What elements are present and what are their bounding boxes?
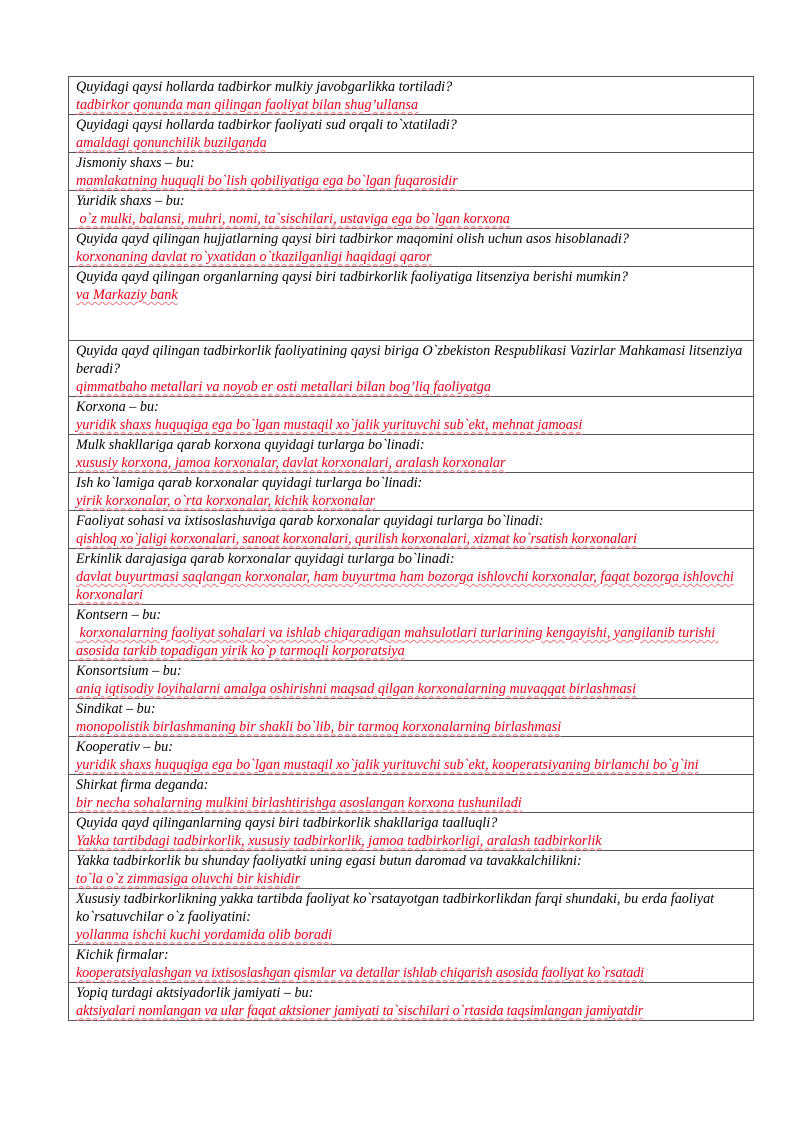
table-cell [69, 341, 754, 397]
question-text: Shirkat firma deganda: [76, 777, 209, 793]
table-row [69, 511, 754, 549]
answer-text: yuridik shaxs huquqiga ega bo`lgan mustaqil xo`jalik yurituvchi sub`ekt, kooperatsiyaning birlamchi bo`g`ini [76, 757, 699, 773]
question-text: Kichik firmalar: [76, 947, 169, 963]
question-text: Quyida qayd qilinganlarning qaysi biri tadbirkorlik shakllariga taalluqli? [76, 815, 498, 831]
table-cell [69, 191, 754, 229]
question-text: Mulk shakllariga qarab korxona quyidagi turlarga bo`linadi: [76, 437, 425, 453]
table-row [69, 945, 754, 983]
question-text: Yuridik shaxs – bu: [76, 193, 185, 209]
table-row [69, 153, 754, 191]
table-cell [69, 813, 754, 851]
table-cell [69, 153, 754, 191]
question-text: Jismoniy shaxs – bu: [76, 155, 195, 171]
table-cell [69, 983, 754, 1021]
table-row [69, 115, 754, 153]
question-text: Quyida qayd qilingan organlarning qaysi biri tadbirkorlik faoliyatiga litsenziya berishi mumkin? [76, 269, 628, 285]
empty-space [76, 304, 746, 340]
table-row [69, 267, 754, 341]
table-row [69, 77, 754, 115]
answer-text: korxonaning davlat ro`yxatidan o`tkazilganligi haqidagi qaror [76, 249, 432, 265]
answer-text: Yakka tartibdagi tadbirkorlik, xususiy tadbirkorlik, jamoa tadbirkorligi, aralash tadbirkorlik [76, 833, 602, 849]
table-cell [69, 473, 754, 511]
question-text: Sindikat – bu: [76, 701, 156, 717]
answer-text: tadbirkor qonunda man qilingan faoliyat bilan shug’ullansa [76, 97, 419, 113]
question-text: Erkinlik darajasiga qarab korxonalar quyidagi turlarga bo`linadi: [76, 551, 455, 567]
table-cell [69, 889, 754, 945]
question-text: Xususiy tadbirkorlikning yakka tartibda faoliyat ko`rsatayotgan tadbirkorlikdan farqi shundaki, bu erda faoliyat ko`rsatuvchilar o`z faoliyatini: [76, 891, 715, 925]
table-cell [69, 851, 754, 889]
answer-text: xususiy korxona, jamoa korxonalar, davlat korxonalari, aralash korxonalar [76, 455, 506, 471]
table-row [69, 549, 754, 605]
answer-text: o`z mulki, balansi, muhri, nomi, ta`sischilari, ustaviga ega bo`lgan korxona [76, 211, 510, 227]
question-text: Quyida qayd qilingan tadbirkorlik faoliyatining qaysi biriga O`zbekiston Respublikasi Vazirlar Mahkamasi litsenziya beradi? [76, 343, 743, 377]
table-cell [69, 605, 754, 661]
table-row [69, 851, 754, 889]
table-row [69, 397, 754, 435]
table-row [69, 341, 754, 397]
table-cell [69, 435, 754, 473]
table-cell [69, 77, 754, 115]
table-row [69, 473, 754, 511]
question-text: Quyida qayd qilingan hujjatlarning qaysi biri tadbirkor maqomini olish uchun asos hisoblanadi? [76, 231, 629, 247]
table-cell [69, 661, 754, 699]
answer-text: yuridik shaxs huquqiga ega bo`lgan mustaqil xo`jalik yurituvchi sub`ekt, mehnat jamoasi [76, 417, 583, 433]
table-cell [69, 775, 754, 813]
answer-text: to`la o`z zimmasiga oluvchi bir kishidir [76, 871, 301, 887]
answer-text: mamlakatning huquqli bo`lish qobiliyatiga ega bo`lgan fuqarosidir [76, 173, 458, 189]
table-cell [69, 549, 754, 605]
answer-text: yollanma ishchi kuchi yordamida olib boradi [76, 927, 333, 943]
table-row [69, 775, 754, 813]
question-text: Ish ko`lamiga qarab korxonalar quyidagi turlarga bo`linadi: [76, 475, 423, 491]
answer-text: amaldagi qonunchilik buzilganda [76, 135, 267, 151]
answer-text: qishloq xo`jaligi korxonalari, sanoat korxonalari, qurilish korxonalari, xizmat ko`rsatish korxonalari [76, 531, 637, 547]
table-row [69, 699, 754, 737]
table-row [69, 889, 754, 945]
table-cell [69, 737, 754, 775]
question-text: Yopiq turdagi aktsiyadorlik jamiyati – bu: [76, 985, 314, 1001]
answer-text: kooperatsiyalashgan va ixtisoslashgan qismlar va detallar ishlab chiqarish asosida faoliyat ko`rsatadi [76, 965, 644, 981]
answer-text: aniq iqtisodiy loyihalarni amalga oshirishni maqsad qilgan korxonalarning muvaqqat birlashmasi [76, 681, 637, 697]
question-text: Yakka tadbirkorlik bu shunday faoliyatki uning egasi butun daromad va tavakkalchilikni: [76, 853, 582, 869]
table-cell [69, 115, 754, 153]
question-text: Faoliyat sohasi va ixtisoslashuviga qarab korxonalar quyidagi turlarga bo`linadi: [76, 513, 544, 529]
table-row [69, 813, 754, 851]
table-cell [69, 229, 754, 267]
answer-text: yirik korxonalar, o`rta korxonalar, kichik korxonalar [76, 493, 376, 509]
question-text: Konsortsium – bu: [76, 663, 182, 679]
table-row [69, 737, 754, 775]
table-row [69, 229, 754, 267]
question-text: Kontsern – bu: [76, 607, 162, 623]
answer-text: qimmatbaho metallari va noyob er osti metallari bilan bog’liq faoliyatga [76, 379, 491, 395]
answer-text: korxonalarning faoliyat sohalari va ishlab chiqaradigan mahsulotlari turlarining kengayishi, yangilanib turishi asosida tarkib topadigan yirik ko`p tarmoqli korporatsiya [76, 625, 719, 659]
table-row [69, 661, 754, 699]
answer-text: bir necha sohalarning mulkini birlashtirishga asoslangan korxona tushuniladi [76, 795, 522, 811]
answer-text: monopolistik birlashmaning bir shakli bo`lib, bir tarmoq korxonalarning birlashmasi [76, 719, 562, 735]
table-row [69, 983, 754, 1021]
answer-text: va Markaziy bank [76, 287, 178, 303]
question-text: Quyidagi qaysi hollarda tadbirkor faoliyati sud orqali to`xtatiladi? [76, 117, 457, 133]
table-cell [69, 511, 754, 549]
question-text: Quyidagi qaysi hollarda tadbirkor mulkiy javobgarlikka tortiladi? [76, 79, 453, 95]
table-row [69, 191, 754, 229]
question-table [68, 76, 754, 1021]
table-cell [69, 945, 754, 983]
table-row [69, 435, 754, 473]
table-cell [69, 397, 754, 435]
answer-text: aktsiyalari nomlangan va ular faqat aktsioner jamiyati ta`sischilari o`rtasida taqsimlangan jamiyatdir [76, 1003, 644, 1019]
table-row [69, 605, 754, 661]
question-text: Korxona – bu: [76, 399, 159, 415]
table-cell [69, 267, 754, 341]
question-text: Kooperativ – bu: [76, 739, 173, 755]
table-cell [69, 699, 754, 737]
answer-text: davlat buyurtmasi saqlangan korxonalar, ham buyurtma ham bozorga ishlovchi korxonalar, faqat bozorga ishlovchi korxonalari [76, 569, 734, 603]
